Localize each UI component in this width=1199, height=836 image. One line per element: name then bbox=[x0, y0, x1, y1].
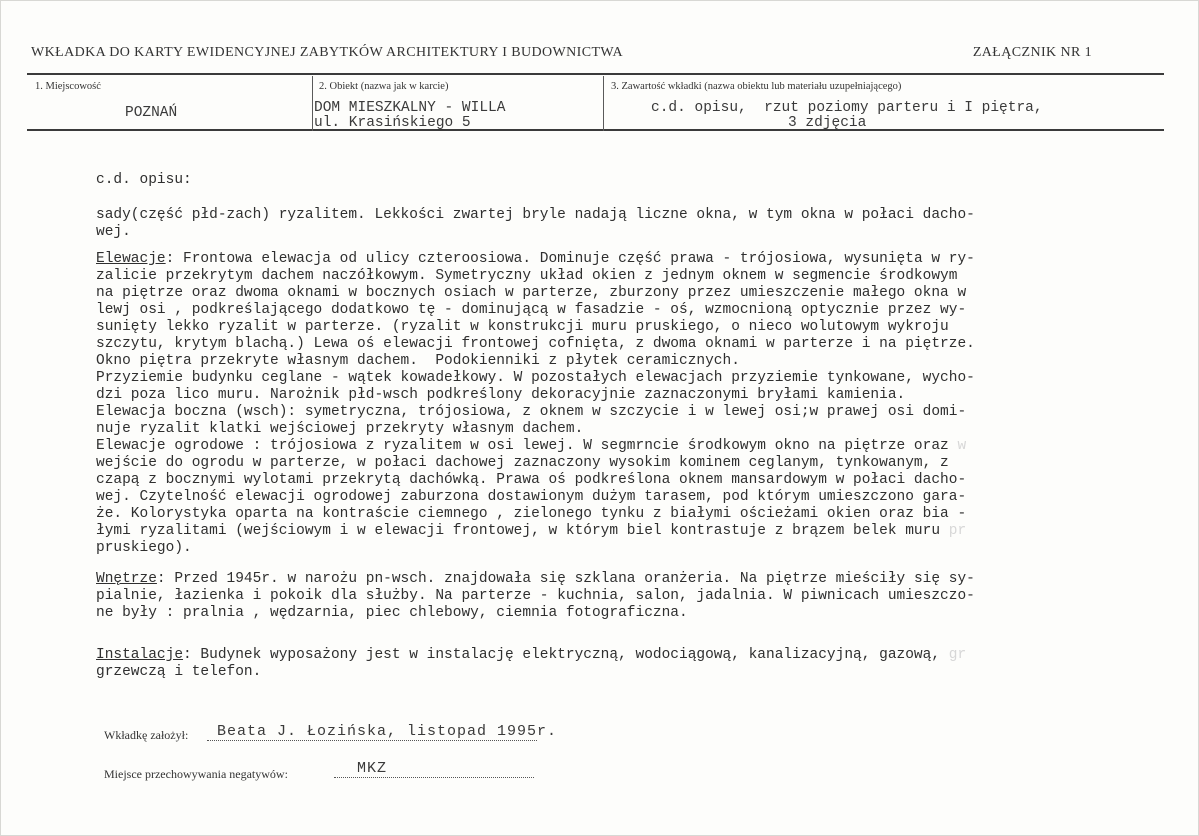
installations-faint: gr bbox=[940, 647, 967, 663]
header-bottom-rule bbox=[27, 129, 1164, 131]
annex-number: ZAŁĄCZNIK NR 1 bbox=[972, 45, 1092, 60]
negatives-value: MKZ bbox=[357, 760, 388, 777]
card-title: WKŁADKA DO KARTY EWIDENCYJNEJ ZABYTKÓW ARCHITEKTURY I BUDOWNICTWA bbox=[31, 45, 623, 60]
locality-label: 1. Miejscowość bbox=[35, 81, 101, 92]
elevations-faint-2: pr bbox=[940, 523, 967, 539]
elevations-text-2: wejście do ogrodu w parterze, w połaci dachowej zaznaczony wysokim kominem ceglanym, tynkowanym, z czapą z bocznymi wylotami przekrytą dachówką. Prawa oś podkreślona oknem mansardowym w połaci dacho- wej. Czytelność elewacji ogrodowej zaburzona dostawionym dużym tarasem, pod którym umieszczono gara- że. Kolorystyka oparta na kontraście ciemnego , zielonego tynku z białymi ościeżami okien oraz bia - łymi ryzalitami (wejściowym i w elewacji frontowej, w którym biel kontrastuje z brązem belek muru bbox=[96, 455, 967, 539]
column-divider-2 bbox=[603, 76, 604, 131]
elevations-faint-1: w bbox=[948, 438, 967, 454]
installations-heading: Instalacje bbox=[96, 647, 184, 663]
header-top-rule bbox=[27, 73, 1164, 75]
description-paragraph: sady(część płd-zach) ryzalitem. Lekkości zwartej bryle nadają liczne okna, w tym okna w połaci dacho- wej. bbox=[96, 207, 975, 240]
elevations-heading: Elewacje bbox=[96, 251, 166, 267]
elevations-text-3: pruskiego). bbox=[96, 540, 192, 556]
author-dotted-line bbox=[207, 740, 537, 741]
interior-section bbox=[96, 571, 1116, 622]
author-value: Beata J. Łozińska, listopad 1995r. bbox=[217, 723, 558, 740]
interior-text: : Przed 1945r. w narożu pn-wsch. znajdowała się szklana oranżeria. Na piętrze mieściły się sy- pialnie, łazienka i pokoik dla służby. Na parterze - kuchnia, salon, jadalnia. W piwnicach umieszczo- ne były : pralnia , wędzarnia, piec chlebowy, ciemnia fotograficzna. bbox=[96, 571, 975, 621]
contents-value-line2: 3 zdjęcia bbox=[788, 115, 867, 131]
contents-label: 3. Zawartość wkładki (nazwa obiektu lub materiału uzupełniającego) bbox=[611, 81, 902, 92]
description-intro: c.d. opisu: bbox=[96, 172, 192, 188]
author-label: Wkładkę założył: bbox=[104, 728, 189, 742]
elevations-text: : Frontowa elewacja od ulicy czteroosiowa. Dominuje część prawa - trójosiowa, wysunięta w ry- zalicie przekrytym dachem naczółkowym. Symetryczny układ okien z jednym oknem w segmencie środkowym na piętrze oraz dwoma oknami w bocznych osiach w parterze, zburzony przez umieszczenie małego okna w lewj osi , podkreślającego dodatkowo tę - dominującą w fasadzie - oś, wzmocnioną optycznie przez wy- sunięty lekko ryzalit w parterze. (ryzalit w konstrukcji muru pruskiego, o nieco wolutowym wykroju szczytu, krytym blachą.) Lewa oś elewacji frontowej cofnięta, z dwoma oknami w parterze i na piętrze. Okno piętra przekryte własnym dachem. Podokienniki z płytek ceramicznych. Przyziemie budynku ceglane - wątek kowadełkowy. W pozostałych elewacjach przyziemie tynkowane, wycho- dzi poza lico muru. Narożnik płd-wsch podkreślony dekoracyjnie zaznaczonymi bryłami kamienia. Elewacja boczna (wsch): symetryczna, trójosiowa, z oknem w szczycie i w lewej osi;w prawej osi domi- nuje ryzalit klatki wejściowej przekryty własnym dachem. Elewacje ogrodowe : trójosiowa z ryzalitem w osi lewej. W segmrncie środkowym okno na piętrze oraz bbox=[96, 251, 975, 454]
object-value-line2: ul. Krasińskiego 5 bbox=[314, 115, 471, 131]
negatives-dotted-line bbox=[334, 777, 534, 778]
column-divider-1 bbox=[312, 76, 313, 131]
installations-text-2: grzewczą i telefon. bbox=[96, 664, 262, 680]
contents-value-line1: c.d. opisu, rzut poziomy parteru i I piętra, bbox=[651, 100, 1043, 116]
elevations-section bbox=[96, 251, 1116, 557]
negatives-label: Miejsce przechowywania negatywów: bbox=[104, 767, 288, 781]
object-value-line1: DOM MIESZKALNY - WILLA bbox=[314, 100, 506, 116]
installations-text: : Budynek wyposażony jest w instalację elektryczną, wodociągową, kanalizacyjną, gazową, bbox=[183, 647, 941, 663]
object-label: 2. Obiekt (nazwa jak w karcie) bbox=[319, 81, 449, 92]
interior-heading: Wnętrze bbox=[96, 571, 157, 587]
installations-section bbox=[96, 647, 1116, 681]
locality-value: POZNAŃ bbox=[125, 105, 178, 121]
